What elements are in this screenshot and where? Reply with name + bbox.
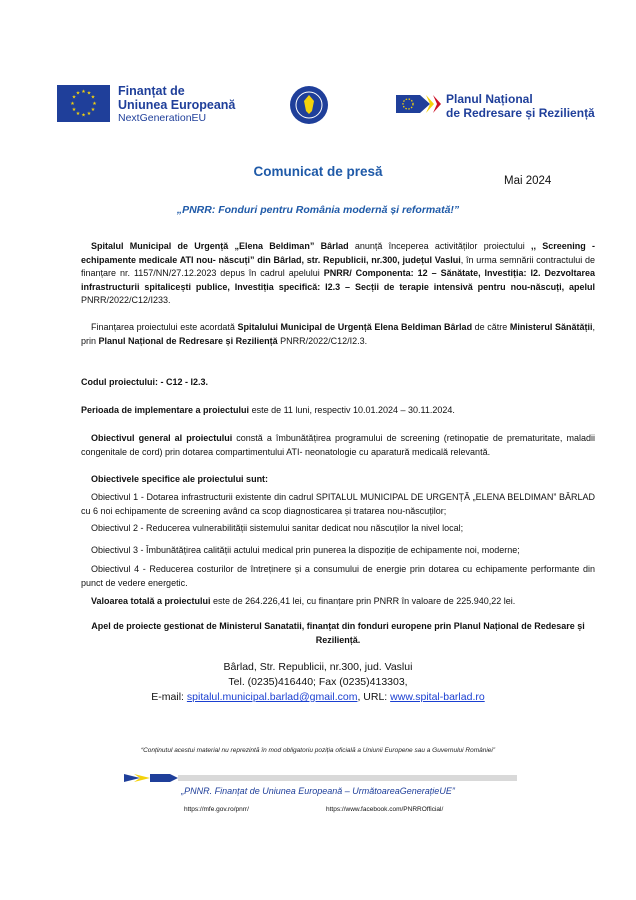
- disclaimer: “Conținutul acestui material nu reprezintă în mod obligatoriu poziția oficială a Uniunii Europene sau a Guvernului României”: [140, 747, 496, 754]
- text-span: , în urma semnării contractului de finanțare nr. 1157/NN/27.12.2023 depus în cadrul apelului: [81, 254, 595, 278]
- url-label: , URL:: [357, 691, 391, 703]
- value-label: Valoarea totală a proiectului: [91, 596, 211, 606]
- contact-phone: Tel. (0235)416440; Fax (0235)413303,: [228, 676, 408, 688]
- website-link[interactable]: www.spital-barlad.ro: [390, 691, 485, 703]
- facebook-link[interactable]: https://www.facebook.com/PNRROfficial/: [326, 806, 444, 813]
- plan-code: PNRR/2022/C12/I2.3.: [277, 335, 368, 346]
- eu-title-line2: Uniunea Europeană: [118, 98, 236, 112]
- project-code-text: Codul proiectului: - C12 - I2.3.: [81, 377, 209, 387]
- general-objective-label: Obiectivul general al proiectului: [91, 433, 233, 443]
- project-value: [81, 595, 595, 609]
- eu-stars-icon: [57, 85, 110, 122]
- pnrr-logo: [396, 93, 442, 115]
- svg-text:★: ★: [86, 90, 92, 97]
- pnrr-title-line1: Planul Național: [446, 92, 533, 106]
- value-text: este de 264.226,41 lei, cu finanțare prin PNRR în valoare de 225.940,22 lei.: [210, 596, 516, 606]
- svg-text:★: ★: [86, 111, 92, 117]
- beneficiary-name: Spitalului Municipal de Urgență Elena Beldiman Bârlad: [237, 322, 473, 332]
- svg-text:★: ★: [71, 94, 77, 101]
- publication-date: Mai 2024: [504, 175, 552, 187]
- funding-paragraph: [81, 321, 595, 348]
- svg-text:★: ★: [81, 89, 86, 95]
- project-code: [81, 376, 595, 390]
- footer-arrow-bar: [124, 769, 517, 777]
- svg-text:★: ★: [92, 101, 97, 107]
- ministry-name: Ministerul Sănătății: [509, 322, 593, 332]
- svg-text:★: ★: [75, 111, 81, 117]
- svg-text:★: ★: [81, 112, 86, 119]
- coat-of-arms-icon: [290, 86, 328, 124]
- footer-slogan: „PNNR. Finanțat de Uniunea Europeană – UrmătoareaGenerațieUE”: [181, 786, 455, 796]
- pnrr-flag-icon: [396, 93, 442, 115]
- objective-3: Obiectivul 3 - Îmbunătățirea calității actului medical prin punerea la dispoziție de echipamente noi, moderne;: [91, 545, 520, 555]
- eu-subtitle: NextGenerationEU: [118, 112, 207, 124]
- svg-text:★: ★: [90, 94, 96, 101]
- mfe-link[interactable]: https://mfe.gov.ro/pnrr/: [184, 806, 249, 813]
- email-link[interactable]: spitalul.municipal.barlad@gmail.com: [186, 691, 358, 703]
- arrow-bar-icon: [124, 774, 517, 782]
- text-span: anunță începerea activităților proiectului: [348, 241, 531, 251]
- objective-4: Obiectivul 4 - Reducerea costurilor de întreținere și a consumului de energie prin dotarea cu echipamente performante din punct de vedere energetic.: [81, 564, 595, 588]
- pnrr-title: [446, 92, 595, 120]
- specific-objectives-label: Obiectivele specifice ale proiectului sunt:: [91, 474, 269, 484]
- contact-block: [0, 660, 636, 705]
- text-span: , prin: [81, 322, 595, 346]
- period-label: Perioada de implementare a proiectului: [81, 405, 250, 415]
- government-seal-logo: [290, 86, 328, 124]
- hospital-name: Spitalul Municipal de Urgență „Elena Beldiman” Bârlad: [91, 241, 349, 251]
- svg-text:★: ★: [75, 90, 81, 97]
- svg-text:★: ★: [71, 107, 77, 113]
- eu-flag-logo: [57, 85, 110, 122]
- pnrr-title-line2: de Redresare și Reziliență: [446, 106, 595, 120]
- page-title: Comunicat de presă: [253, 164, 383, 179]
- svg-text:★: ★: [70, 101, 75, 107]
- project-location: din Bârlad, str. Republicii, nr.300, județul Vaslui: [254, 254, 461, 265]
- general-objective: [81, 432, 595, 459]
- intro-paragraph: [81, 240, 595, 308]
- svg-text:★: ★: [90, 107, 96, 113]
- general-objective-text: constă a îmbunătățirea programului de screening (retinopatie de prematuritate, maladii congenitale de cord) prin dotarea compartimentului ATI- neonatologie cu aparatură medicală relevantă.: [81, 433, 595, 457]
- call-statement: [81, 620, 595, 647]
- objective-2: Obiectivul 2 - Reducerea vulnerabilității sistemului sanitar dedicat nou născuților la nivel local;: [91, 523, 464, 533]
- email-label: E-mail:: [151, 691, 187, 703]
- text-span: de către: [472, 322, 510, 332]
- call-code: PNRR/2022/C12/I233.: [81, 295, 171, 305]
- objective-1: Obiectivul 1 - Dotarea infrastructurii existente din cadrul SPITALUL MUNICIPAL DE URGENȚĂ „ELENA BELDIMAN” BÂRLAD cu 6 noi echipamente de screening având ca scop diagnosticarea și tratarea nou-născuților;: [81, 492, 595, 516]
- subtitle: „PNRR: Fonduri pentru România modernă și reformată!”: [176, 204, 460, 216]
- contact-address: Bârlad, Str. Republicii, nr.300, jud. Vaslui: [223, 661, 413, 673]
- period-value: este de 11 luni, respectiv 10.01.2024 – 30.11.2024.: [249, 405, 455, 415]
- specific-objectives-title: [81, 473, 595, 487]
- text-span: Finanțarea proiectului este acordată: [91, 322, 238, 332]
- call-statement-text: Apel de proiecte gestionat de Ministerul Sanatatii, finanțat din fonduri europene prin Planul Național de Redesare și Reziliență.: [91, 621, 585, 645]
- plan-name: Planul Național de Redresare și Reziliență: [98, 335, 278, 346]
- contact-online: [0, 690, 636, 705]
- call-details: PNRR/ Componenta: 12 – Sănătate, Investiția: I2. Dezvoltarea infrastructurii spitalicești publice, Investiția specifică: I2.3 – Secții de terapie intensivă pentru nou-născuți, apelul: [81, 268, 596, 292]
- eu-title-line1: Finanțat de: [118, 84, 185, 98]
- eu-funding-title: [118, 84, 235, 112]
- implementation-period: [81, 404, 595, 418]
- project-name: ,, Screening -echipamente medicale ATI nou- născuți”: [81, 241, 596, 265]
